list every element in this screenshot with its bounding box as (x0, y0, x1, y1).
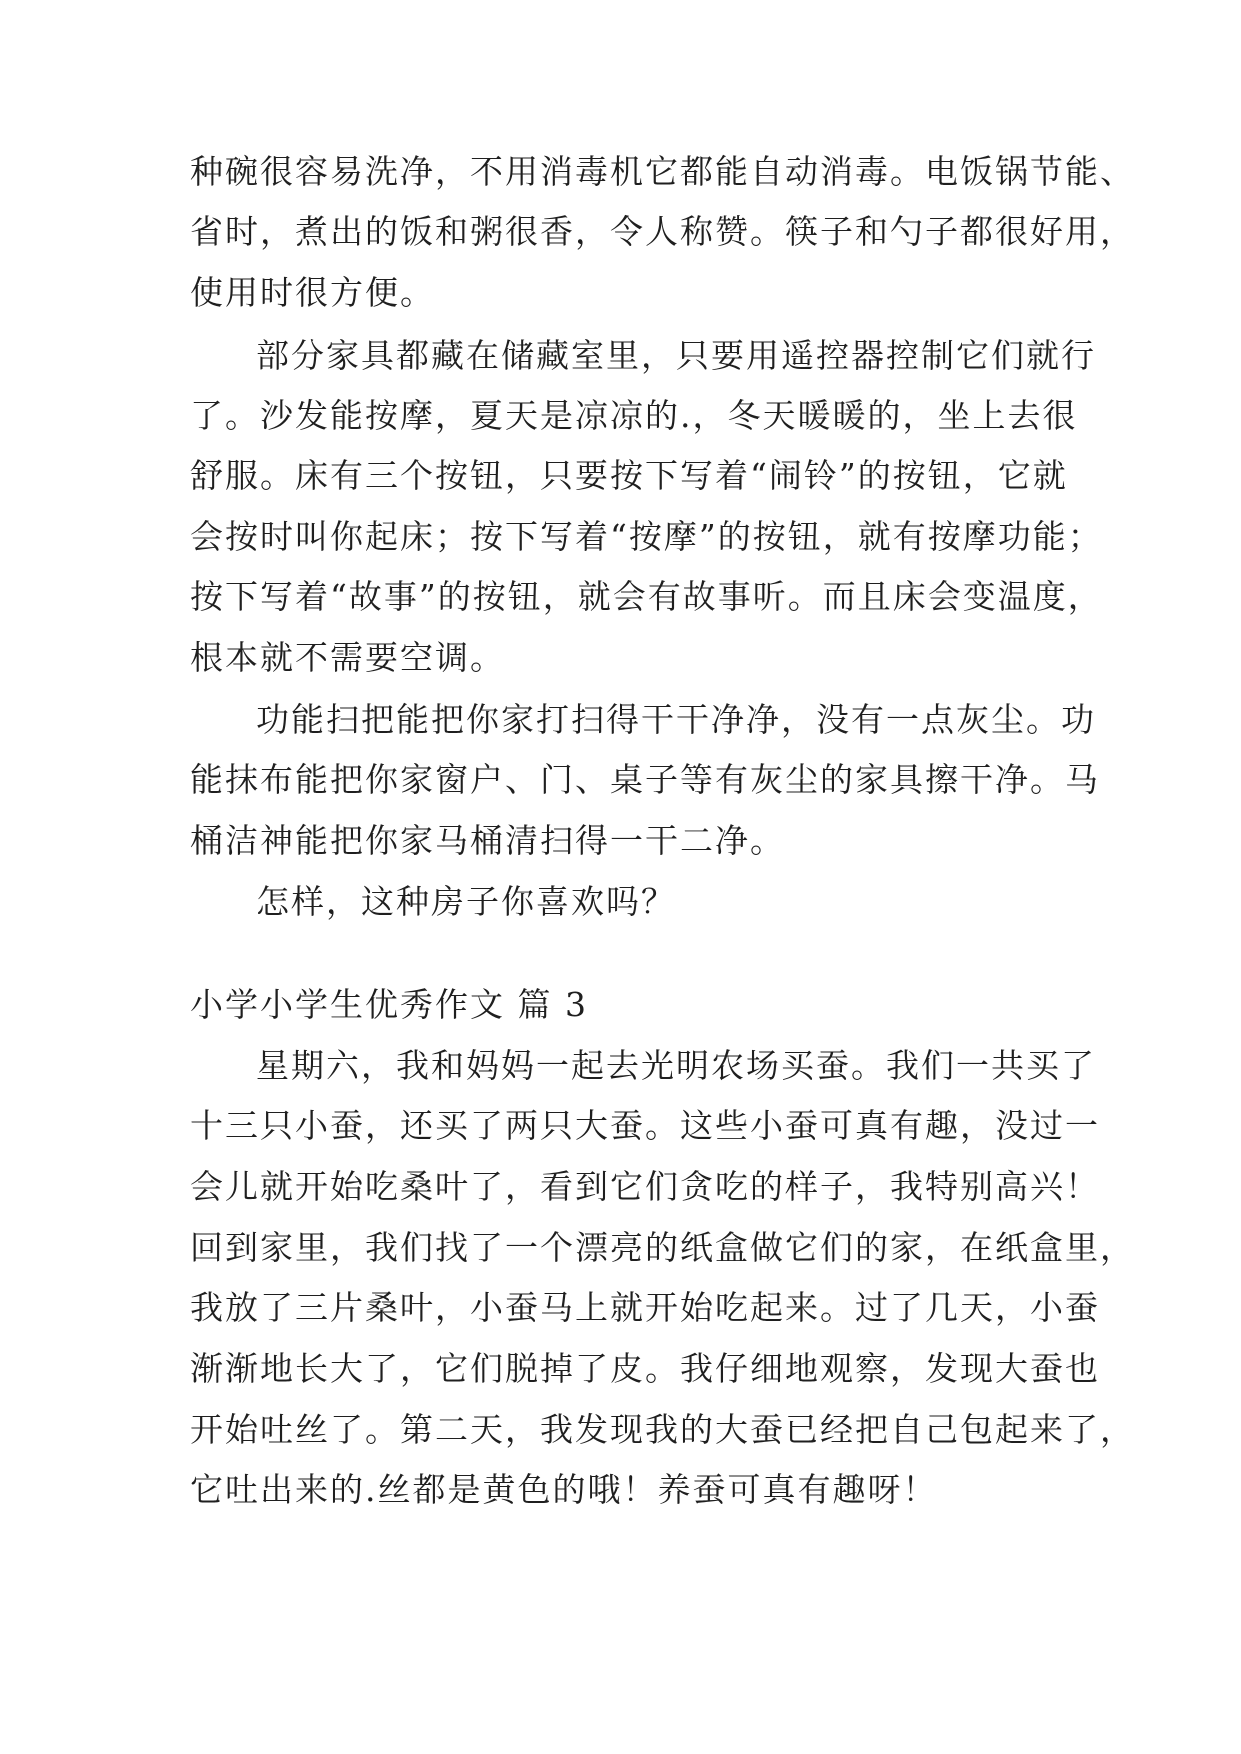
paragraph-line: 十三只小蚕，还买了两只大蚕。这些小蚕可真有趣，没过一 (190, 1106, 1100, 1145)
paragraph-line: 回到家里，我们找了一个漂亮的纸盒做它们的家，在纸盒里， (190, 1228, 1135, 1267)
paragraph-line: 会儿就开始吃桑叶了，看到它们贪吃的样子，我特别高兴！ (190, 1167, 1100, 1206)
paragraph-line: 能抹布能把你家窗户、门、桌子等有灰尘的家具擦干净。马 (190, 760, 1100, 799)
paragraph-line: 使用时很方便。 (190, 273, 435, 312)
paragraph-line: 根本就不需要空调。 (190, 638, 505, 677)
paragraph-line: 了。沙发能按摩，夏天是凉凉的.，冬天暖暖的，坐上去很 (190, 396, 1078, 435)
paragraph-line: 会按时叫你起床；按下写着“按摩”的按钮，就有按摩功能； (190, 517, 1103, 556)
paragraph-line: 我放了三片桑叶，小蚕马上就开始吃起来。过了几天，小蚕 (190, 1288, 1100, 1327)
paragraph-line: 按下写着“故事”的按钮，就会有故事听。而且床会变温度， (190, 577, 1103, 616)
paragraph-line: 种碗很容易洗净，不用消毒机它都能自动消毒。电饭锅节能、 (190, 152, 1135, 191)
paragraph-line: 它吐出来的.丝都是黄色的哦！养蚕可真有趣呀！ (190, 1470, 938, 1509)
paragraph-line: 星期六，我和妈妈一起去光明农场买蚕。我们一共买了 (256, 1046, 1096, 1085)
paragraph-line: 功能扫把能把你家打扫得干干净净，没有一点灰尘。功 (256, 700, 1096, 739)
paragraph-line: 省时，煮出的饭和粥很香，令人称赞。筷子和勺子都很好用， (190, 212, 1135, 251)
section-heading: 小学小学生优秀作文 篇 3 (190, 985, 588, 1024)
paragraph-line: 部分家具都藏在储藏室里，只要用遥控器控制它们就行 (256, 336, 1096, 375)
paragraph-line: 怎样，这种房子你喜欢吗？ (256, 882, 676, 921)
paragraph-line: 桶洁神能把你家马桶清扫得一干二净。 (190, 821, 785, 860)
paragraph-line: 渐渐地长大了，它们脱掉了皮。我仔细地观察，发现大蚕也 (190, 1349, 1100, 1388)
paragraph-line: 舒服。床有三个按钮，只要按下写着“闹铃”的按钮，它就 (190, 456, 1068, 495)
paragraph-line: 开始吐丝了。第二天，我发现我的大蚕已经把自己包起来了， (190, 1410, 1135, 1449)
